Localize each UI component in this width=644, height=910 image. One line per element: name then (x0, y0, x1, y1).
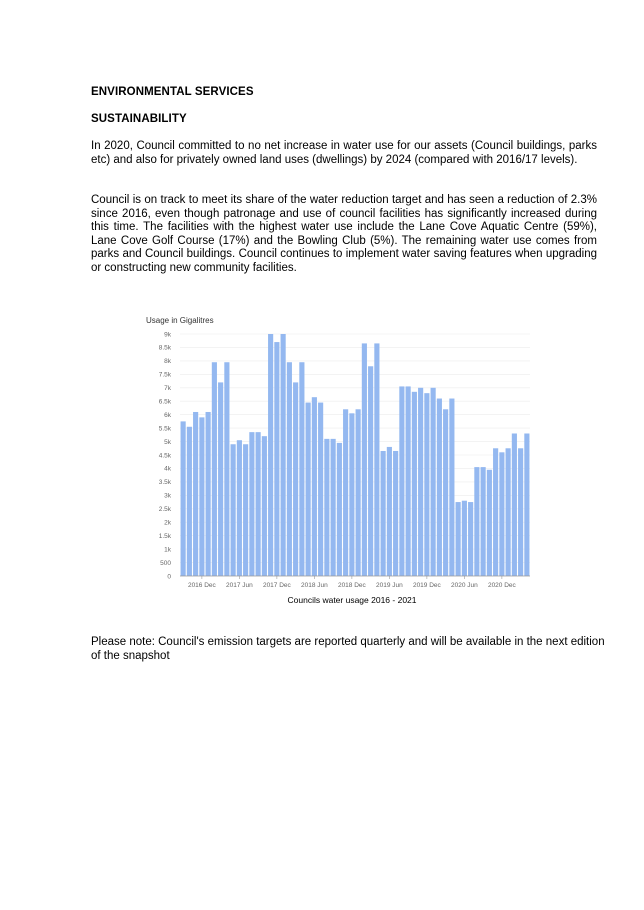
y-tick-label: 4k (164, 465, 171, 473)
bar (343, 409, 348, 576)
section-heading: ENVIRONMENTAL SERVICES (91, 86, 254, 98)
y-tick-label: 5.5k (158, 425, 171, 433)
x-tick-label: 2017 Dec (262, 582, 291, 589)
y-tick-label: 5k (164, 438, 171, 446)
bar (406, 386, 411, 576)
bar (431, 388, 436, 576)
x-tick-label: 2019 Dec (412, 582, 441, 589)
bar (468, 502, 473, 576)
bar (418, 388, 423, 576)
bar (524, 433, 529, 576)
bar (293, 382, 298, 576)
y-tick-label: 7k (164, 385, 171, 393)
bar (312, 397, 317, 576)
bar (474, 467, 479, 576)
x-tick-label: 2019 Jun (376, 582, 403, 589)
bar (231, 444, 236, 576)
bar (218, 382, 223, 576)
x-tick-label: 2016 Dec (187, 582, 216, 589)
bar (518, 448, 523, 576)
bar (374, 343, 379, 576)
bar (306, 403, 311, 576)
bar (368, 366, 373, 576)
bar (256, 432, 261, 576)
x-tick-label: 2020 Dec (487, 582, 516, 589)
bar (337, 443, 342, 576)
bar (412, 392, 417, 576)
bar (481, 467, 486, 576)
bar (287, 362, 292, 576)
bar (243, 444, 248, 576)
bar (181, 421, 186, 576)
bar (281, 334, 286, 576)
bar (499, 452, 504, 576)
bar (356, 409, 361, 576)
note-paragraph: Please note: Council's emission targets are reported quarterly and will be available in the next edition of the snapshot (91, 636, 605, 662)
bar (362, 343, 367, 576)
intro-paragraph: In 2020, Council committed to no net increase in water use for our assets (Council buildings, parks etc) and also for privately owned land uses (dwellings) by 2024 (compared with 2016/17 levels). (91, 140, 597, 166)
bar (487, 470, 492, 576)
bar (224, 362, 229, 576)
bar (262, 436, 267, 576)
x-tick-label: 2017 Jun (226, 582, 253, 589)
bar (249, 432, 254, 576)
bar (318, 403, 323, 576)
bar (324, 439, 329, 576)
bar (206, 412, 211, 576)
section-subheading: SUSTAINABILITY (91, 113, 187, 125)
y-axis-ticks (159, 331, 172, 580)
bar (443, 409, 448, 576)
y-tick-label: 8.5k (158, 344, 171, 352)
bar (299, 362, 304, 576)
bar (462, 501, 467, 576)
chart-caption: Councils water usage 2016 - 2021 (287, 595, 417, 605)
y-tick-label: 2k (164, 519, 171, 527)
y-tick-label: 8k (164, 358, 171, 366)
bar (449, 399, 454, 576)
y-tick-label: 6.5k (158, 398, 171, 406)
y-tick-label: 3.5k (158, 479, 171, 487)
bar (393, 451, 398, 576)
bar (274, 342, 279, 576)
bar (268, 334, 273, 576)
bar (399, 386, 404, 576)
bar (237, 440, 242, 576)
bar (493, 448, 498, 576)
progress-paragraph: Council is on track to meet its share of the water reduction target and has seen a reduction of 2.3% since 2016, even though patronage and use of council facilities has significantly increased during this time. The facilities with the highest water use include the Lane Cove Aquatic Centre (59%), Lane Cove Golf Course (17%) and the Bowling Club (5%). The remaining water use comes from parks and Council buildings. Council continues to implement water saving features when upgrading or constructing new community facilities. (91, 194, 597, 274)
y-tick-label: 3k (164, 492, 171, 500)
x-axis-ticks (188, 576, 517, 589)
bar (387, 447, 392, 576)
bar (437, 399, 442, 576)
bar (424, 393, 429, 576)
bar (506, 448, 511, 576)
y-tick-label: 2.5k (158, 506, 171, 514)
bar (199, 417, 204, 576)
bar (193, 412, 198, 576)
y-tick-label: 0 (167, 573, 171, 581)
y-tick-label: 1k (164, 546, 171, 554)
bar (456, 502, 461, 576)
y-tick-label: 500 (160, 559, 171, 567)
bar (331, 439, 336, 576)
bar (212, 362, 217, 576)
y-axis-label: Usage in Gigalitres (146, 316, 214, 325)
y-tick-label: 1.5k (158, 532, 171, 540)
x-tick-label: 2018 Dec (337, 582, 366, 589)
bar (187, 427, 192, 576)
bar (512, 433, 517, 576)
bar (349, 413, 354, 576)
water-usage-chart (140, 312, 540, 612)
y-tick-label: 6k (164, 411, 171, 419)
x-tick-label: 2020 Jun (451, 582, 478, 589)
x-tick-label: 2018 Jun (301, 582, 328, 589)
bar (381, 451, 386, 576)
y-tick-label: 7.5k (158, 371, 171, 379)
y-tick-label: 4.5k (158, 452, 171, 460)
y-tick-label: 9k (164, 331, 171, 339)
